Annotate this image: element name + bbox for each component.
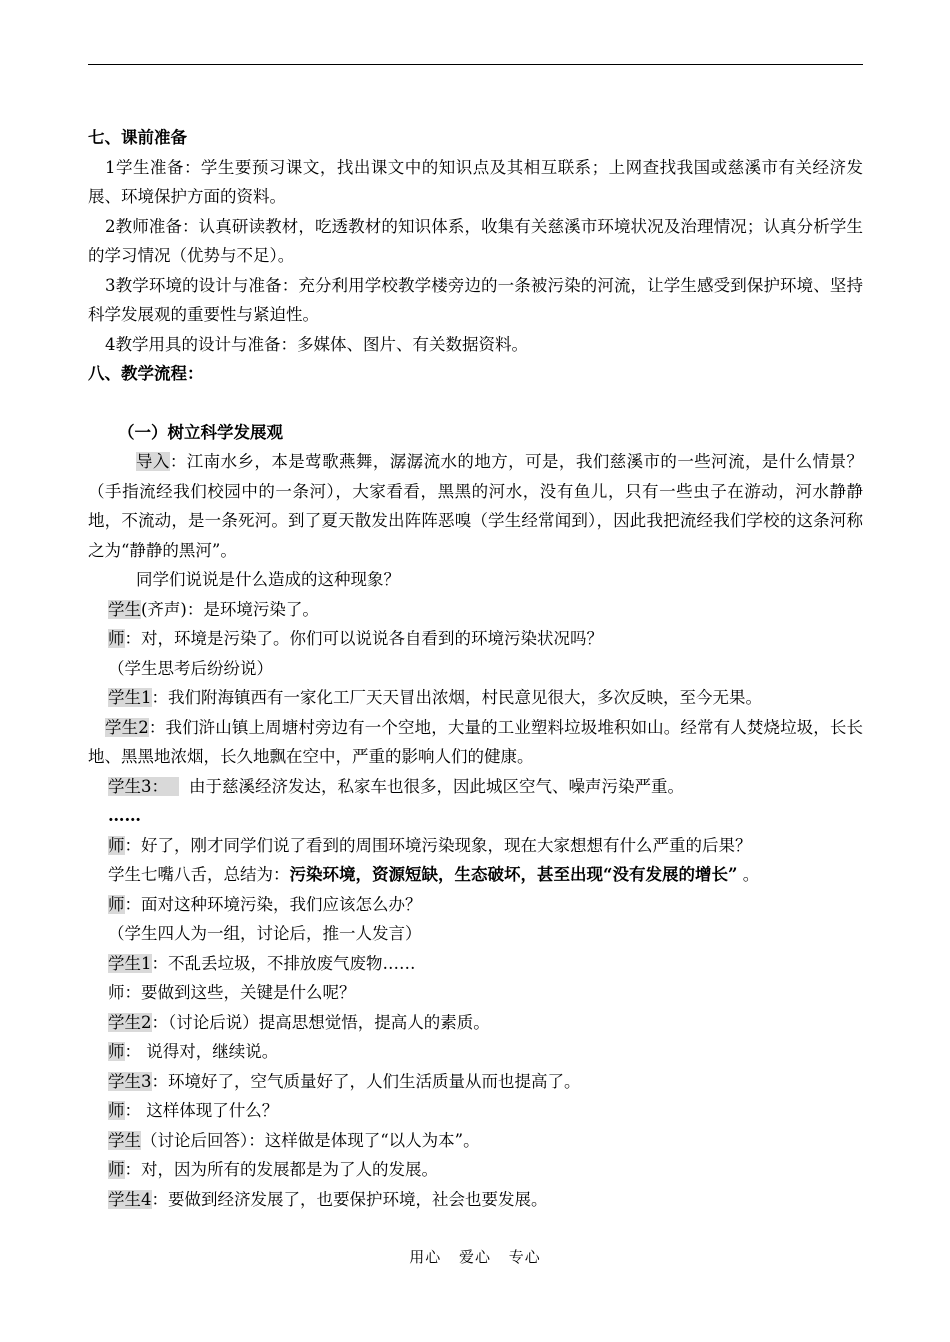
dialogue-text: 由于慈溪经济发达，私家车也很多，因此城区空气、噪声污染严重。	[189, 776, 684, 796]
prep-item-4: 4教学用具的设计与准备：多媒体、图片、有关数据资料。	[105, 334, 528, 354]
speaker-label: 学生	[108, 599, 141, 619]
section-7-title: 七、课前准备	[88, 128, 187, 147]
speaker-label: 学生1	[108, 953, 152, 973]
dialogue-line	[88, 1096, 863, 1126]
dialogue-text: ：对，因为所有的发展都是为了人的发展。	[124, 1160, 438, 1179]
dialogue-line	[88, 949, 863, 979]
dialogue-text: ： 说得对，继续说。	[124, 1042, 279, 1061]
prep-item-1: 1学生准备：学生要预习课文，找出课文中的知识点及其相互联系；上网查找我国或慈溪市有关经济发展、环境保护方面的资料。	[88, 157, 863, 206]
dialogue-line	[88, 1185, 863, 1215]
speaker-label: 学生2	[108, 1012, 152, 1032]
dialogue-text: ：（讨论后说）提高思想觉悟，提高人的素质。	[151, 1012, 490, 1032]
dialogue-text: ：要做到经济发展了，也要保护环境，社会也要发展。	[151, 1189, 548, 1209]
page-footer	[0, 1246, 950, 1267]
speaker-label: 学生	[108, 1130, 141, 1150]
dialogue-line	[88, 1008, 863, 1038]
prep-item-3: 3教学环境的设计与准备：充分利用学校教学楼旁边的一条被污染的河流，让学生感受到保护环境、坚持科学发展观的重要性与紧迫性。	[88, 275, 863, 324]
header-rule	[88, 64, 863, 65]
summary-end: 。	[742, 865, 760, 884]
section-8-title: 八、教学流程：	[88, 364, 204, 383]
speaker-label: 师	[108, 894, 125, 914]
dialogue-line: 师：要做到这些，关键是什么呢？	[108, 983, 356, 1002]
dialogue-line	[88, 595, 863, 625]
dialogue-line	[88, 1155, 863, 1185]
intro-paragraph	[88, 447, 863, 565]
dialogue-text: ：面对这种环境污染，我们应该怎么办？	[124, 894, 422, 914]
question-line: 同学们说说是什么造成的这种现象？	[136, 570, 400, 589]
speaker-label: 师	[108, 1101, 125, 1120]
dialogue-text: ：我们浒山镇上周塘村旁边有一个空地，大量的工业塑料垃圾堆积如山。经常有人焚烧垃圾，长长地、黑黑地浓烟，长久地飘在空中，严重的影响人们的健康。	[88, 717, 864, 766]
subsection-1-title: （一）树立科学发展观	[118, 422, 283, 442]
dialogue-text: （讨论后回答）：这样做是体现了“以人为本”。	[141, 1130, 480, 1150]
dialogue-text: (齐声)：是环境污染了。	[141, 599, 319, 619]
dialogue-text: ：好了，刚才同学们说了看到的周围环境污染现象，现在大家想想有什么严重的后果？	[124, 835, 752, 855]
dialogue-text: ： 这样体现了什么？	[124, 1101, 279, 1120]
summary-line	[88, 860, 863, 890]
dialogue-text: ：对，环境是污染了。你们可以说说各自看到的环境污染状况吗？	[124, 629, 603, 648]
speaker-label: 学生2	[105, 717, 149, 737]
document-body	[88, 123, 863, 1214]
dialogue-line	[88, 1126, 863, 1156]
ellipsis-line: ……	[108, 806, 141, 825]
speaker-label: 师	[108, 835, 125, 855]
dialogue-text: ：我们附海镇西有一家化工厂天天冒出浓烟，村民意见很大，多次反映，至今无果。	[151, 688, 762, 707]
dialogue-note: （学生思考后纷纷说）	[108, 658, 273, 678]
dialogue-line	[88, 713, 863, 772]
dialogue-line	[88, 1037, 863, 1067]
dialogue-line	[88, 683, 863, 713]
footer-word: 爱心	[458, 1248, 491, 1266]
speaker-label: 学生3	[108, 1071, 152, 1091]
speaker-label: 师	[108, 629, 125, 648]
speaker-label: 师	[108, 1042, 125, 1061]
footer-word: 用心	[409, 1248, 442, 1266]
dialogue-line	[88, 831, 863, 861]
dialogue-line	[88, 1067, 863, 1097]
prep-item-2: 2教师准备：认真研读教材，吃透教材的知识体系，收集有关慈溪市环境状况及治理情况；认真分析学生的学习情况（优势与不足）。	[88, 216, 863, 265]
speaker-label: 学生1	[108, 688, 152, 707]
dialogue-line	[88, 890, 863, 920]
intro-text: ：江南水乡，本是莺歌燕舞，潺潺流水的地方，可是，我们慈溪市的一些河流，是什么情景？（手指流经我们校园中的一条河），大家看看，黑黑的河水，没有鱼儿，只有一些虫子在游动，河水静静地，不流动，是一条死河。到了夏天散发出阵阵恶嗅（学生经常闻到），因此我把流经我们学校的这条河称之为“静静的黑河”。	[88, 452, 864, 560]
dialogue-line	[88, 772, 863, 802]
speaker-label: 学生4	[108, 1189, 152, 1209]
dialogue-text: ：不乱丢垃圾，不排放废气废物……	[151, 953, 416, 973]
speaker-label: 师	[108, 1160, 125, 1179]
dialogue-line	[88, 624, 863, 654]
dialogue-note: （学生四人为一组，讨论后，推一人发言）	[108, 924, 422, 943]
summary-bold: 污染环境，资源短缺，生态破坏，甚至出现“没有发展的增长”	[289, 865, 738, 884]
speaker-label: 学生3：	[108, 776, 168, 796]
footer-word: 专心	[508, 1248, 541, 1266]
summary-intro: 学生七嘴八舌，总结为：	[108, 865, 290, 884]
dialogue-text: ：环境好了，空气质量好了，人们生活质量从而也提高了。	[151, 1071, 581, 1091]
intro-label: 导入	[136, 452, 170, 471]
